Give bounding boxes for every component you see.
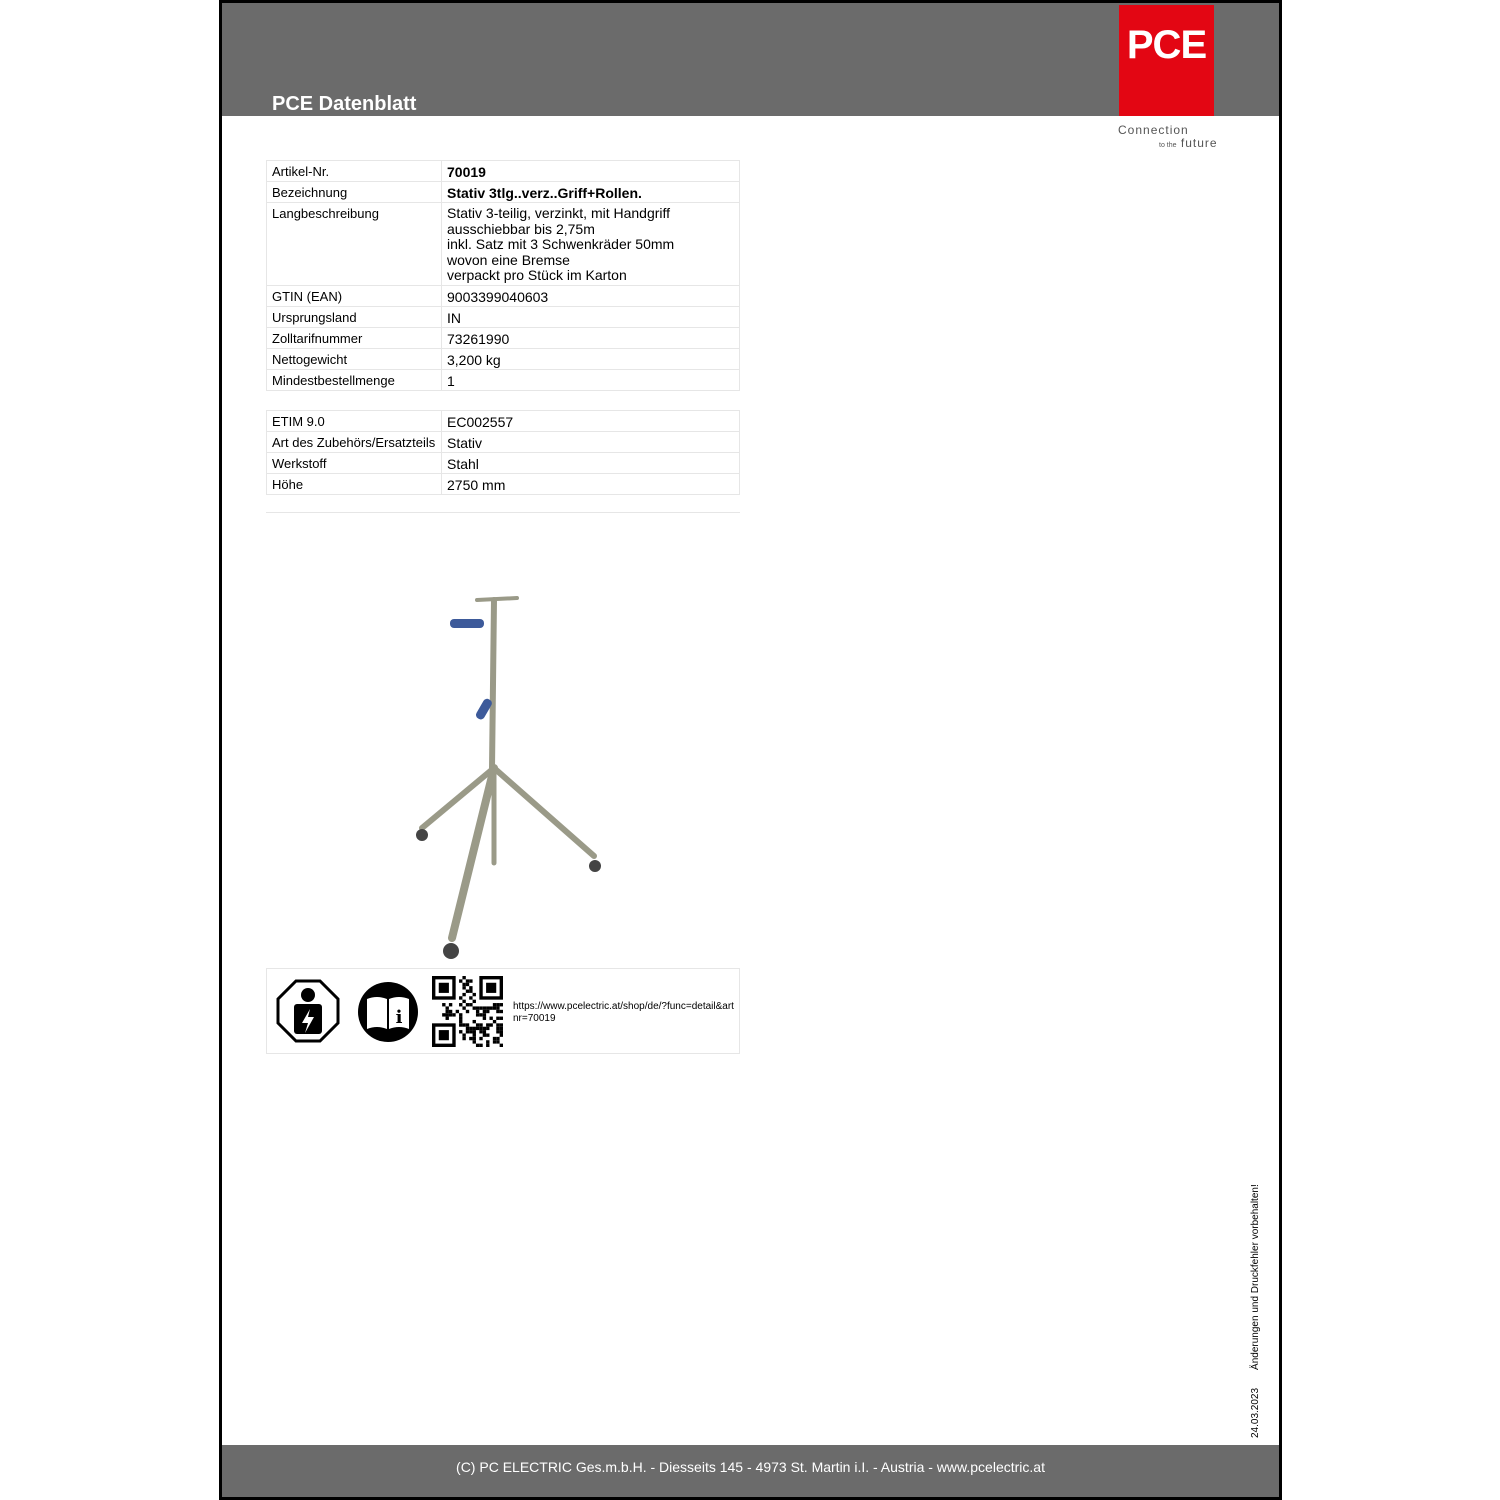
datasheet-page: [219, 0, 1282, 1500]
table-row: GTIN (EAN) 9003399040603: [267, 285, 740, 306]
icon-strip: [266, 968, 740, 1054]
table-row: Ursprungsland IN: [267, 306, 740, 327]
table-row: Artikel-Nr. 70019: [267, 161, 740, 182]
table-row: ETIM 9.0 EC002557: [267, 411, 740, 432]
tagline: Connection: [1118, 123, 1189, 137]
side-note: 24.03.2023Änderungen und Druckfehler vorbehalten!: [1250, 1184, 1261, 1438]
qr-code[interactable]: [432, 976, 503, 1047]
divider: [266, 512, 740, 513]
table-row: Werkstoff Stahl: [267, 453, 740, 474]
manual-info-icon: [357, 981, 419, 1043]
tagline-2: to the future: [1159, 136, 1218, 150]
pce-logo: PCE: [1119, 5, 1214, 116]
table-row: Höhe 2750 mm: [267, 474, 740, 495]
article-table: [266, 160, 740, 391]
table-row: Langbeschreibung Stativ 3-teilig, verzinkt, mit Handgriff ausschiebbar bis 2,75m inkl. Satz mit 3 Schwenkräder 50mm wovon eine Bremse verpackt pro Stück im Karton: [267, 203, 740, 286]
table-row: Mindestbestellmenge 1: [267, 369, 740, 390]
table-row: Nettogewicht 3,200 kg: [267, 348, 740, 369]
product-image-tripod: [402, 588, 642, 968]
header-bar: [222, 3, 1279, 116]
etim-table: [266, 410, 740, 495]
product-url-link[interactable]: https://www.pcelectric.at/shop/de/?func=detail&artnr=70019: [513, 1001, 734, 1024]
table-row: Bezeichnung Stativ 3tlg..verz..Griff+Rollen.: [267, 182, 740, 203]
page-title: PCE Datenblatt: [272, 93, 417, 115]
footer: (C) PC ELECTRIC Ges.m.b.H. - Diesseits 145 - 4973 St. Martin i.I. - Austria - www.pcelectric.at: [222, 1445, 1279, 1497]
svg-text:i: i: [395, 1007, 403, 1028]
table-row: Zolltarifnummer 73261990: [267, 327, 740, 348]
electrician-icon: [276, 979, 340, 1043]
table-row: Art des Zubehörs/Ersatzteils Stativ: [267, 432, 740, 453]
